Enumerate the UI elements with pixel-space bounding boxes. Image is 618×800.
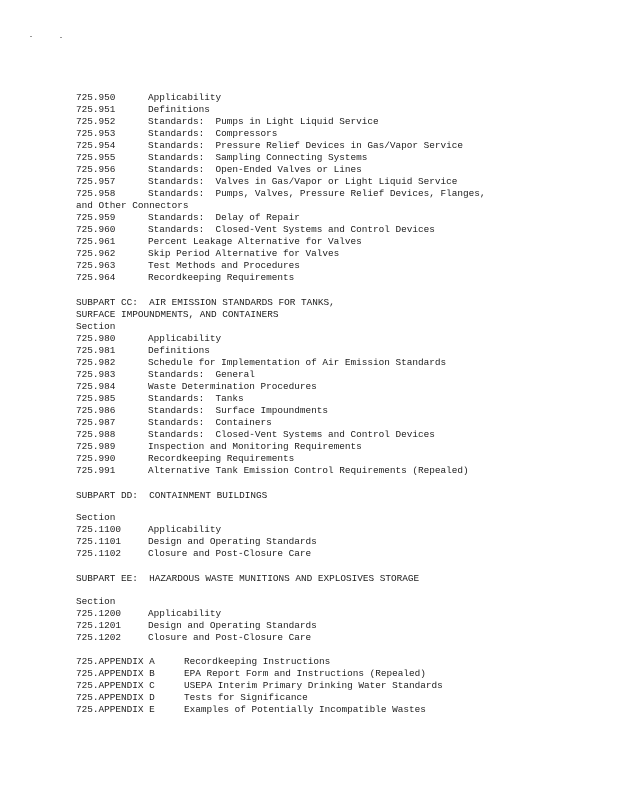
section-title: Percent Leakage Alternative for Valves [148, 236, 362, 247]
section-title: Test Methods and Procedures [148, 260, 300, 271]
toc-row [76, 92, 221, 104]
section-number: 725.986 [76, 405, 116, 416]
section-number: 725.953 [76, 128, 116, 139]
section-number: 725.984 [76, 381, 116, 392]
section-title: Design and Operating Standards [148, 620, 317, 631]
section-title: Standards: Pumps in Light Liquid Service [148, 116, 379, 127]
appendix-title: EPA Report Form and Instructions (Repealed) [184, 668, 426, 679]
section-number: 725.959 [76, 212, 116, 223]
toc-row [76, 188, 486, 200]
section-number: 725.1102 [76, 548, 122, 559]
section-number: 725.1201 [76, 620, 122, 631]
section-title: Applicability [148, 333, 222, 344]
section-title: Applicability [148, 92, 222, 103]
section-number: 725.991 [76, 465, 116, 476]
section-number: 725.985 [76, 393, 116, 404]
toc-row [76, 441, 362, 453]
section-title: Applicability [148, 524, 222, 535]
section-number: 725.990 [76, 453, 116, 464]
toc-row [76, 333, 221, 345]
section-label: Section [76, 512, 116, 523]
toc-row [76, 417, 272, 429]
section-number: 725.963 [76, 260, 116, 271]
appendix-title: Tests for Significance [184, 692, 308, 703]
appendix-row [76, 668, 426, 680]
section-title: Standards: Valves in Gas/Vapor or Light Liquid Service [148, 176, 458, 187]
section-number: 725.1101 [76, 536, 122, 547]
scan-speck [60, 37, 62, 38]
toc-row [76, 236, 362, 248]
section-title: Skip Period Alternative for Valves [148, 248, 340, 259]
subpart-heading: SUBPART EE: HAZARDOUS WASTE MUNITIONS AND EXPLOSIVES STORAGE [76, 573, 420, 584]
section-number: 725.982 [76, 357, 116, 368]
scan-speck [30, 36, 32, 37]
toc-row [76, 536, 317, 548]
section-number: 725.980 [76, 333, 116, 344]
toc-row [76, 381, 317, 393]
toc-row [76, 405, 328, 417]
section-number: 725.987 [76, 417, 116, 428]
toc-row [76, 345, 210, 357]
section-number: 725.954 [76, 140, 116, 151]
section-title: Waste Determination Procedures [148, 381, 317, 392]
section-number: 725.1200 [76, 608, 122, 619]
appendix-number: 725.APPENDIX B [76, 668, 155, 679]
toc-row [76, 248, 339, 260]
section-title: Standards: Delay of Repair [148, 212, 300, 223]
section-title: Standards: Surface Impoundments [148, 405, 329, 416]
section-number: 725.956 [76, 164, 116, 175]
toc-row [76, 465, 469, 477]
section-title: Standards: Tanks [148, 393, 244, 404]
appendix-number: 725.APPENDIX D [76, 692, 155, 703]
toc-row [76, 260, 300, 272]
appendix-number: 725.APPENDIX C [76, 680, 155, 691]
section-title: Closure and Post-Closure Care [148, 548, 312, 559]
section-title: Schedule for Implementation of Air Emission Standards [148, 357, 447, 368]
toc-row [76, 369, 255, 381]
section-title: Inspection and Monitoring Requirements [148, 441, 362, 452]
appendix-row [76, 680, 443, 692]
section-title: Design and Operating Standards [148, 536, 317, 547]
section-title: Definitions [148, 104, 210, 115]
section-title: Standards: Pressure Relief Devices in Gas/Vapor Service [148, 140, 464, 151]
section-title: Standards: General [148, 369, 255, 380]
toc-row [76, 140, 463, 152]
toc-row-continuation [76, 200, 189, 212]
section-title: Standards: Open-Ended Valves or Lines [148, 164, 362, 175]
subpart-heading: SUBPART DD: CONTAINMENT BUILDINGS [76, 490, 268, 501]
toc-row [76, 116, 379, 128]
section-title: Standards: Pumps, Valves, Pressure Relief Devices, Flanges, [148, 188, 486, 199]
section-title: Standards: Closed-Vent Systems and Control Devices [148, 224, 435, 235]
appendix-number: 725.APPENDIX E [76, 704, 155, 715]
subpart-heading: SUBPART CC: AIR EMISSION STANDARDS FOR TANKS, [76, 297, 335, 308]
section-title: Closure and Post-Closure Care [148, 632, 312, 643]
section-title: Recordkeeping Requirements [148, 453, 295, 464]
toc-row [76, 152, 367, 164]
section-title: Standards: Compressors [148, 128, 278, 139]
section-title: Standards: Containers [148, 417, 272, 428]
appendix-row [76, 692, 308, 704]
section-label: Section [76, 596, 116, 607]
toc-row [76, 176, 457, 188]
appendix-row [76, 656, 330, 668]
toc-row [76, 212, 300, 224]
toc-row [76, 524, 221, 536]
toc-row [76, 620, 317, 632]
section-number: 725.950 [76, 92, 116, 103]
section-number: 725.958 [76, 188, 116, 199]
section-title: Recordkeeping Requirements [148, 272, 295, 283]
section-number: 725.988 [76, 429, 116, 440]
section-title: Definitions [148, 345, 210, 356]
toc-row [76, 608, 221, 620]
appendix-title: USEPA Interim Primary Drinking Water Standards [184, 680, 443, 691]
section-title: Alternative Tank Emission Control Requirements (Repealed) [148, 465, 469, 476]
section-label: Section [76, 321, 116, 332]
toc-row [76, 453, 294, 465]
toc-row [76, 164, 362, 176]
toc-row [76, 632, 311, 644]
section-title: Standards: Closed-Vent Systems and Control Devices [148, 429, 435, 440]
appendix-number: 725.APPENDIX A [76, 656, 155, 667]
section-number: 725.955 [76, 152, 116, 163]
section-number: 725.951 [76, 104, 116, 115]
section-number: 725.983 [76, 369, 116, 380]
appendix-row [76, 704, 426, 716]
section-title: Standards: Sampling Connecting Systems [148, 152, 368, 163]
appendix-title: Examples of Potentially Incompatible Wastes [184, 704, 426, 715]
subpart-heading-continuation: SURFACE IMPOUNDMENTS, AND CONTAINERS [76, 309, 279, 320]
section-title: and Other Connectors [76, 200, 189, 211]
section-number: 725.981 [76, 345, 116, 356]
toc-row [76, 224, 435, 236]
toc-row [76, 272, 294, 284]
section-number: 725.964 [76, 272, 116, 283]
section-number: 725.960 [76, 224, 116, 235]
toc-row [76, 128, 277, 140]
toc-row [76, 429, 435, 441]
toc-row [76, 548, 311, 560]
section-number: 725.961 [76, 236, 116, 247]
toc-row [76, 104, 210, 116]
section-number: 725.957 [76, 176, 116, 187]
section-title: Applicability [148, 608, 222, 619]
toc-row [76, 357, 446, 369]
section-number: 725.962 [76, 248, 116, 259]
toc-row [76, 393, 244, 405]
appendix-title: Recordkeeping Instructions [184, 656, 331, 667]
section-number: 725.989 [76, 441, 116, 452]
section-number: 725.1100 [76, 524, 122, 535]
section-number: 725.1202 [76, 632, 122, 643]
section-number: 725.952 [76, 116, 116, 127]
